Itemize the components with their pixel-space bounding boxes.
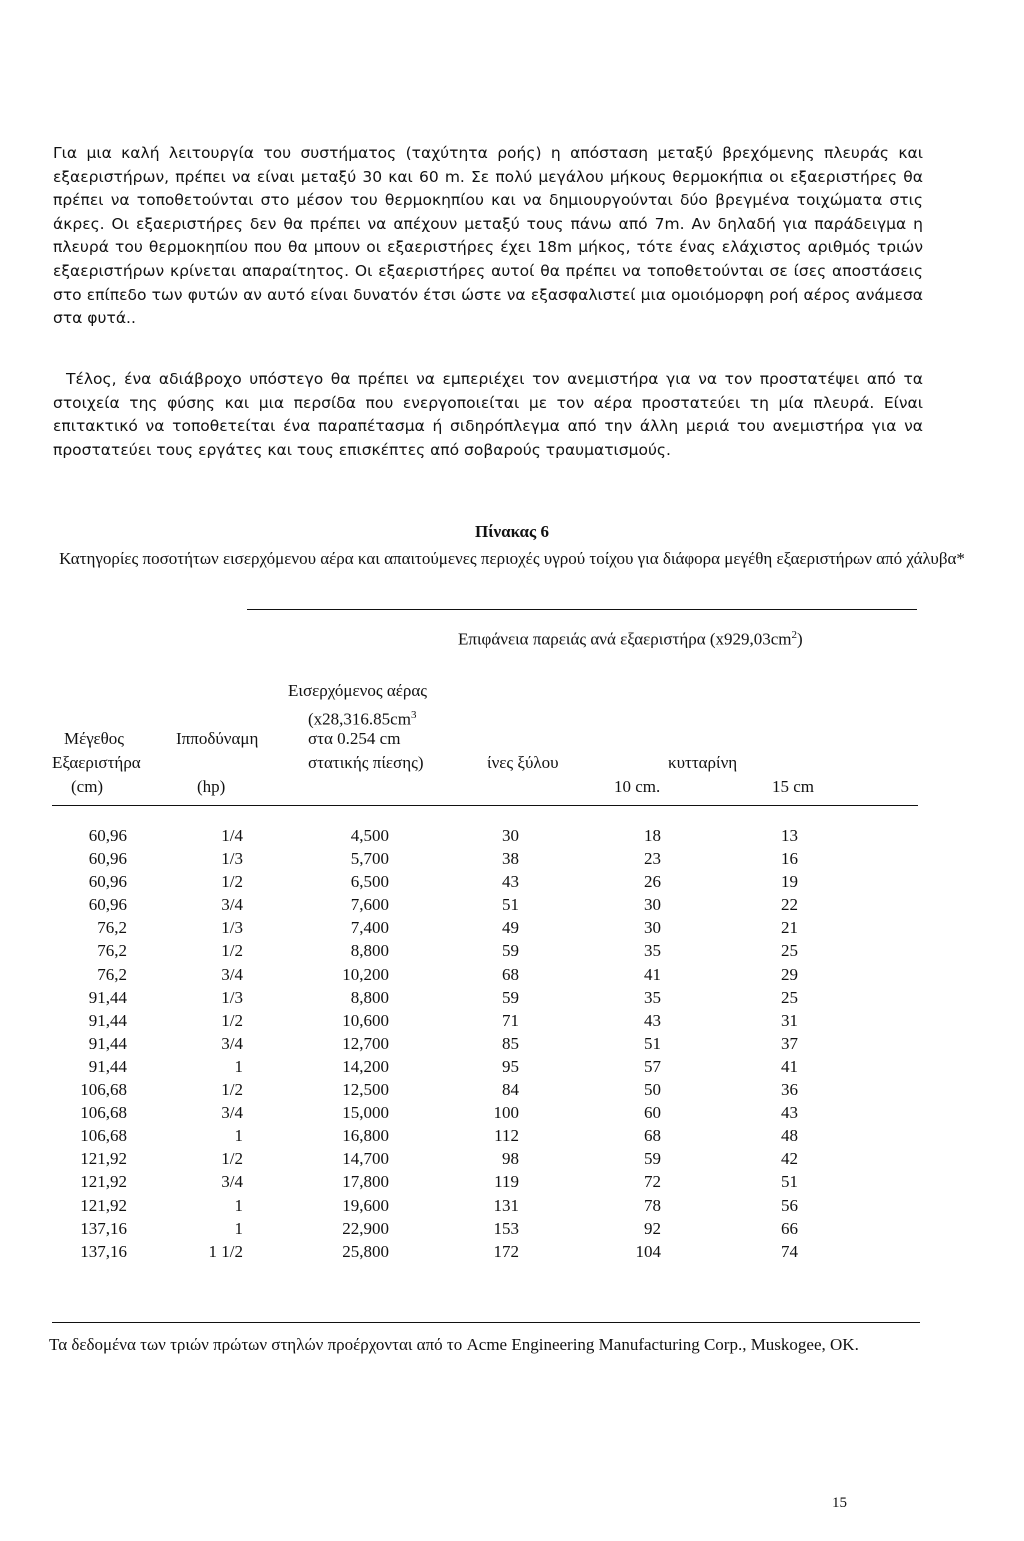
cell-cellulose-15cm: 43 (781, 1103, 798, 1123)
table-footnote: Τα δεδομένα των τριών πρώτων στηλών προέρχονται από το Acme Engineering Manufacturing Corp., Muskogee, OK. (49, 1335, 859, 1354)
cell-fan-size: 121,92 (80, 1172, 127, 1192)
table-title: Πίνακας 6 (475, 522, 549, 541)
cell-fan-size: 60,96 (88, 872, 127, 892)
cell-cellulose-10cm: 50 (644, 1080, 661, 1100)
cell-fan-size: 91,44 (88, 1010, 127, 1030)
cell-fan-size: 91,44 (88, 987, 127, 1007)
cell-fan-size: 106,68 (80, 1126, 127, 1146)
cell-incoming-air: 7,600 (350, 895, 389, 915)
cell-fan-size: 121,92 (80, 1195, 127, 1215)
cell-wood-fiber: 59 (502, 941, 519, 961)
cell-fan-size: 137,16 (80, 1218, 127, 1238)
cell-incoming-air: 10,200 (342, 964, 389, 984)
cell-incoming-air: 19,600 (342, 1195, 389, 1215)
cell-cellulose-15cm: 37 (781, 1033, 798, 1053)
cell-fan-size: 137,16 (80, 1241, 127, 1261)
header-incoming-air-1: Εισερχόμενος αέρας (288, 681, 428, 700)
cell-incoming-air: 6,500 (350, 872, 389, 892)
cell-cellulose-10cm: 23 (644, 849, 661, 869)
cell-incoming-air: 7,400 (350, 918, 389, 938)
cell-incoming-air: 15,000 (342, 1103, 389, 1123)
table-row (0, 918, 1024, 941)
table-row (0, 1149, 1024, 1172)
cell-horsepower: 1/2 (221, 872, 243, 892)
cell-cellulose-10cm: 26 (644, 872, 661, 892)
cell-incoming-air: 8,800 (350, 941, 389, 961)
cell-incoming-air: 12,700 (342, 1033, 389, 1053)
cell-incoming-air: 4,500 (350, 826, 389, 845)
cell-fan-size: 76,2 (97, 918, 127, 938)
cell-cellulose-10cm: 68 (644, 1126, 661, 1146)
cell-horsepower: 1/2 (221, 1010, 243, 1030)
header-cellulose-10cm: 10 cm. (614, 777, 661, 796)
cell-fan-size: 106,68 (80, 1080, 127, 1100)
body-paragraph-1: Για μια καλή λειτουργία του συστήματος (ταχύτητα ροής) η απόσταση μεταξύ βρεχόμενης πλευράς και εξαεριστήρων, πρέπει να είναι μεταξύ 30 και 60 m. Σε πολύ μεγάλου μήκους θερμοκήπια οι εξαεριστήρες θα πρέπει να τοποθετούνται στο μέσον του θερμοκηπίου και να δημιουργούνται δύο βρεγμένα τοιχώματα στις άκρες. Οι εξαεριστήρες δεν θα πρέπει να απέχουν μεταξύ τους πάνω από 7m. Αν δηλαδή για παράδειγμα η πλευρά του θερμοκηπίου που θα μπουν οι εξαεριστήρες έχει 18m μήκος, τότε ένας ελάχιστος αριθμός τριών εξαεριστήρων κρίνεται απαραίτητος. Οι εξαεριστήρες αυτοί θα πρέπει να τοποθετούνται σε ίσες αποστάσεις στο επίπεδο των φυτών αν αυτό είναι δυνατόν έτσι ώστε να εξασφαλιστεί μια ομοιόμορφη ροή αέρος ανάμεσα στα φυτά.. (53, 144, 923, 328)
cell-wood-fiber: 100 (493, 1103, 519, 1123)
cell-cellulose-10cm: 43 (644, 1010, 661, 1030)
cell-fan-size: 76,2 (97, 964, 127, 984)
cell-cellulose-10cm: 41 (644, 964, 661, 984)
cell-horsepower: 1 (234, 1218, 243, 1238)
table-row (0, 872, 1024, 895)
page-number: 15 (832, 1495, 847, 1511)
cell-cellulose-15cm: 51 (781, 1172, 798, 1192)
cell-wood-fiber: 38 (502, 849, 519, 869)
cell-incoming-air: 8,800 (350, 987, 389, 1007)
table-row (0, 988, 1024, 1011)
cell-cellulose-10cm: 30 (644, 895, 661, 915)
cell-horsepower: 3/4 (221, 1033, 243, 1053)
header-fan-size-1: Μέγεθος (64, 729, 124, 748)
cell-incoming-air: 17,800 (342, 1172, 389, 1192)
cell-cellulose-15cm: 16 (781, 849, 798, 869)
table-row (0, 895, 1024, 918)
cell-cellulose-10cm: 30 (644, 918, 661, 938)
cell-cellulose-15cm: 31 (781, 1010, 798, 1030)
cell-fan-size: 121,92 (80, 1149, 127, 1169)
cell-cellulose-10cm: 35 (644, 941, 661, 961)
cell-horsepower: 3/4 (221, 895, 243, 915)
cell-incoming-air: 14,200 (342, 1056, 389, 1076)
cell-wood-fiber: 153 (493, 1218, 519, 1238)
cell-horsepower: 1 1/2 (208, 1241, 243, 1261)
cell-cellulose-15cm: 19 (781, 872, 798, 892)
cell-horsepower: 1/4 (221, 826, 243, 845)
header-incoming-air-4: στατικής πίεσης) (308, 753, 424, 772)
cell-fan-size: 76,2 (97, 941, 127, 961)
cell-cellulose-15cm: 13 (781, 826, 798, 845)
cell-wood-fiber: 49 (502, 918, 519, 938)
table-row (0, 1080, 1024, 1103)
table-bottom-rule (52, 1322, 920, 1323)
cell-horsepower: 1 (234, 1195, 243, 1215)
cell-incoming-air: 5,700 (350, 849, 389, 869)
cell-incoming-air: 22,900 (342, 1218, 389, 1238)
cell-horsepower: 1 (234, 1056, 243, 1076)
cell-wood-fiber: 68 (502, 964, 519, 984)
cell-cellulose-10cm: 51 (644, 1033, 661, 1053)
cell-cellulose-10cm: 78 (644, 1195, 661, 1215)
cell-wood-fiber: 84 (502, 1080, 519, 1100)
cell-cellulose-10cm: 35 (644, 987, 661, 1007)
cell-wood-fiber: 59 (502, 987, 519, 1007)
cell-fan-size: 91,44 (88, 1033, 127, 1053)
cell-cellulose-10cm: 57 (644, 1056, 661, 1076)
header-cellulose-15cm: 15 cm (772, 777, 815, 796)
header-incoming-air-2: ($x28,316.85cm^3$ (308, 709, 417, 729)
cell-wood-fiber: 119 (494, 1172, 519, 1192)
cell-fan-size: 106,68 (80, 1103, 127, 1123)
cell-cellulose-10cm: 60 (644, 1103, 661, 1123)
cell-incoming-air: 12,500 (342, 1080, 389, 1100)
table-body (0, 826, 1024, 1265)
cell-cellulose-15cm: 41 (781, 1056, 798, 1076)
table-row (0, 1126, 1024, 1149)
table-row (0, 849, 1024, 872)
header-wood-fiber: ίνες ξύλου (487, 753, 559, 772)
header-horsepower-3: (hp) (197, 777, 226, 796)
cell-horsepower: 1 (234, 1126, 243, 1146)
table-row (0, 965, 1024, 988)
cell-cellulose-15cm: 22 (781, 895, 798, 915)
cell-cellulose-15cm: 56 (781, 1195, 798, 1215)
cell-fan-size: 60,96 (88, 849, 127, 869)
cell-cellulose-15cm: 66 (781, 1218, 798, 1238)
cell-wood-fiber: 131 (493, 1195, 519, 1215)
table-row (0, 1057, 1024, 1080)
cell-fan-size: 60,96 (88, 895, 127, 915)
header-surface-area: Επιφάνεια παρειάς ανά εξαεριστήρα $(x929,03cm^2)$ (458, 629, 803, 649)
table-row (0, 826, 1024, 849)
cell-cellulose-15cm: 74 (781, 1241, 798, 1261)
cell-wood-fiber: 71 (502, 1010, 519, 1030)
cell-cellulose-10cm: 59 (644, 1149, 661, 1169)
table-top-rule (247, 609, 917, 610)
cell-horsepower: 1/2 (221, 1149, 243, 1169)
table-row (0, 1011, 1024, 1034)
table-row (0, 1172, 1024, 1195)
cell-cellulose-15cm: 29 (781, 964, 798, 984)
cell-cellulose-10cm: 18 (644, 826, 661, 845)
header-fan-size-2: Εξαεριστήρα (52, 753, 141, 772)
cell-cellulose-10cm: 104 (635, 1241, 661, 1261)
cell-wood-fiber: 172 (493, 1241, 519, 1261)
cell-horsepower: 1/2 (221, 941, 243, 961)
header-incoming-air-3: στα 0.254 cm (308, 729, 401, 748)
cell-cellulose-15cm: 36 (781, 1080, 798, 1100)
cell-horsepower: 3/4 (221, 1103, 243, 1123)
cell-incoming-air: 16,800 (342, 1126, 389, 1146)
header-cellulose: κυτταρίνη (668, 753, 738, 772)
cell-wood-fiber: 98 (502, 1149, 519, 1169)
cell-horsepower: 1/3 (221, 849, 243, 869)
table-row (0, 1242, 1024, 1265)
cell-horsepower: 3/4 (221, 964, 243, 984)
table-header-rule (52, 805, 918, 806)
body-paragraph-2: Τέλος, ένα αδιάβροχο υπόστεγο θα πρέπει να εμπεριέχει τον ανεμιστήρα για να τον προστατέψει από τα στοιχεία της φύσης και μια περσίδα που ενεργοποιείται με τον αέρα προστατεύει τη μία πλευρά. Είναι επιτακτικό να τοποθετείται ένα παραπέτασμα ή σιδηρόπλεγμα από την άλλη μεριά του ανεμιστήρα για να προστατεύει τους εργάτες και τους επισκέπτες από σοβαρούς τραυματισμούς. (53, 370, 923, 459)
cell-wood-fiber: 112 (494, 1126, 519, 1146)
cell-wood-fiber: 85 (502, 1033, 519, 1053)
header-fan-size-3: (cm) (71, 777, 104, 796)
cell-wood-fiber: 30 (502, 826, 519, 845)
cell-wood-fiber: 43 (502, 872, 519, 892)
table-row (0, 1219, 1024, 1242)
table-row (0, 1103, 1024, 1126)
cell-cellulose-15cm: 25 (781, 941, 798, 961)
table-row (0, 1196, 1024, 1219)
cell-incoming-air: 10,600 (342, 1010, 389, 1030)
table-row (0, 941, 1024, 964)
cell-cellulose-10cm: 92 (644, 1218, 661, 1238)
cell-incoming-air: 14,700 (342, 1149, 389, 1169)
table-subtitle: Κατηγορίες ποσοτήτων εισερχόμενου αέρα και απαιτούμενες περιοχές υγρού τοίχου για διάφορα μεγέθη εξαεριστήρων από χάλυβα* (59, 549, 965, 568)
cell-horsepower: 1/3 (221, 918, 243, 938)
cell-horsepower: 1/2 (221, 1080, 243, 1100)
cell-wood-fiber: 51 (502, 895, 519, 915)
cell-cellulose-15cm: 42 (781, 1149, 798, 1169)
cell-incoming-air: 25,800 (342, 1241, 389, 1261)
cell-cellulose-15cm: 21 (781, 918, 798, 938)
cell-horsepower: 3/4 (221, 1172, 243, 1192)
cell-cellulose-10cm: 72 (644, 1172, 661, 1192)
cell-wood-fiber: 95 (502, 1056, 519, 1076)
cell-cellulose-15cm: 25 (781, 987, 798, 1007)
cell-fan-size: 91,44 (88, 1056, 127, 1076)
table-row (0, 1034, 1024, 1057)
header-horsepower-1: Ιπποδύναμη (176, 729, 259, 748)
cell-horsepower: 1/3 (221, 987, 243, 1007)
cell-cellulose-15cm: 48 (781, 1126, 798, 1146)
cell-fan-size: 60,96 (88, 826, 127, 845)
